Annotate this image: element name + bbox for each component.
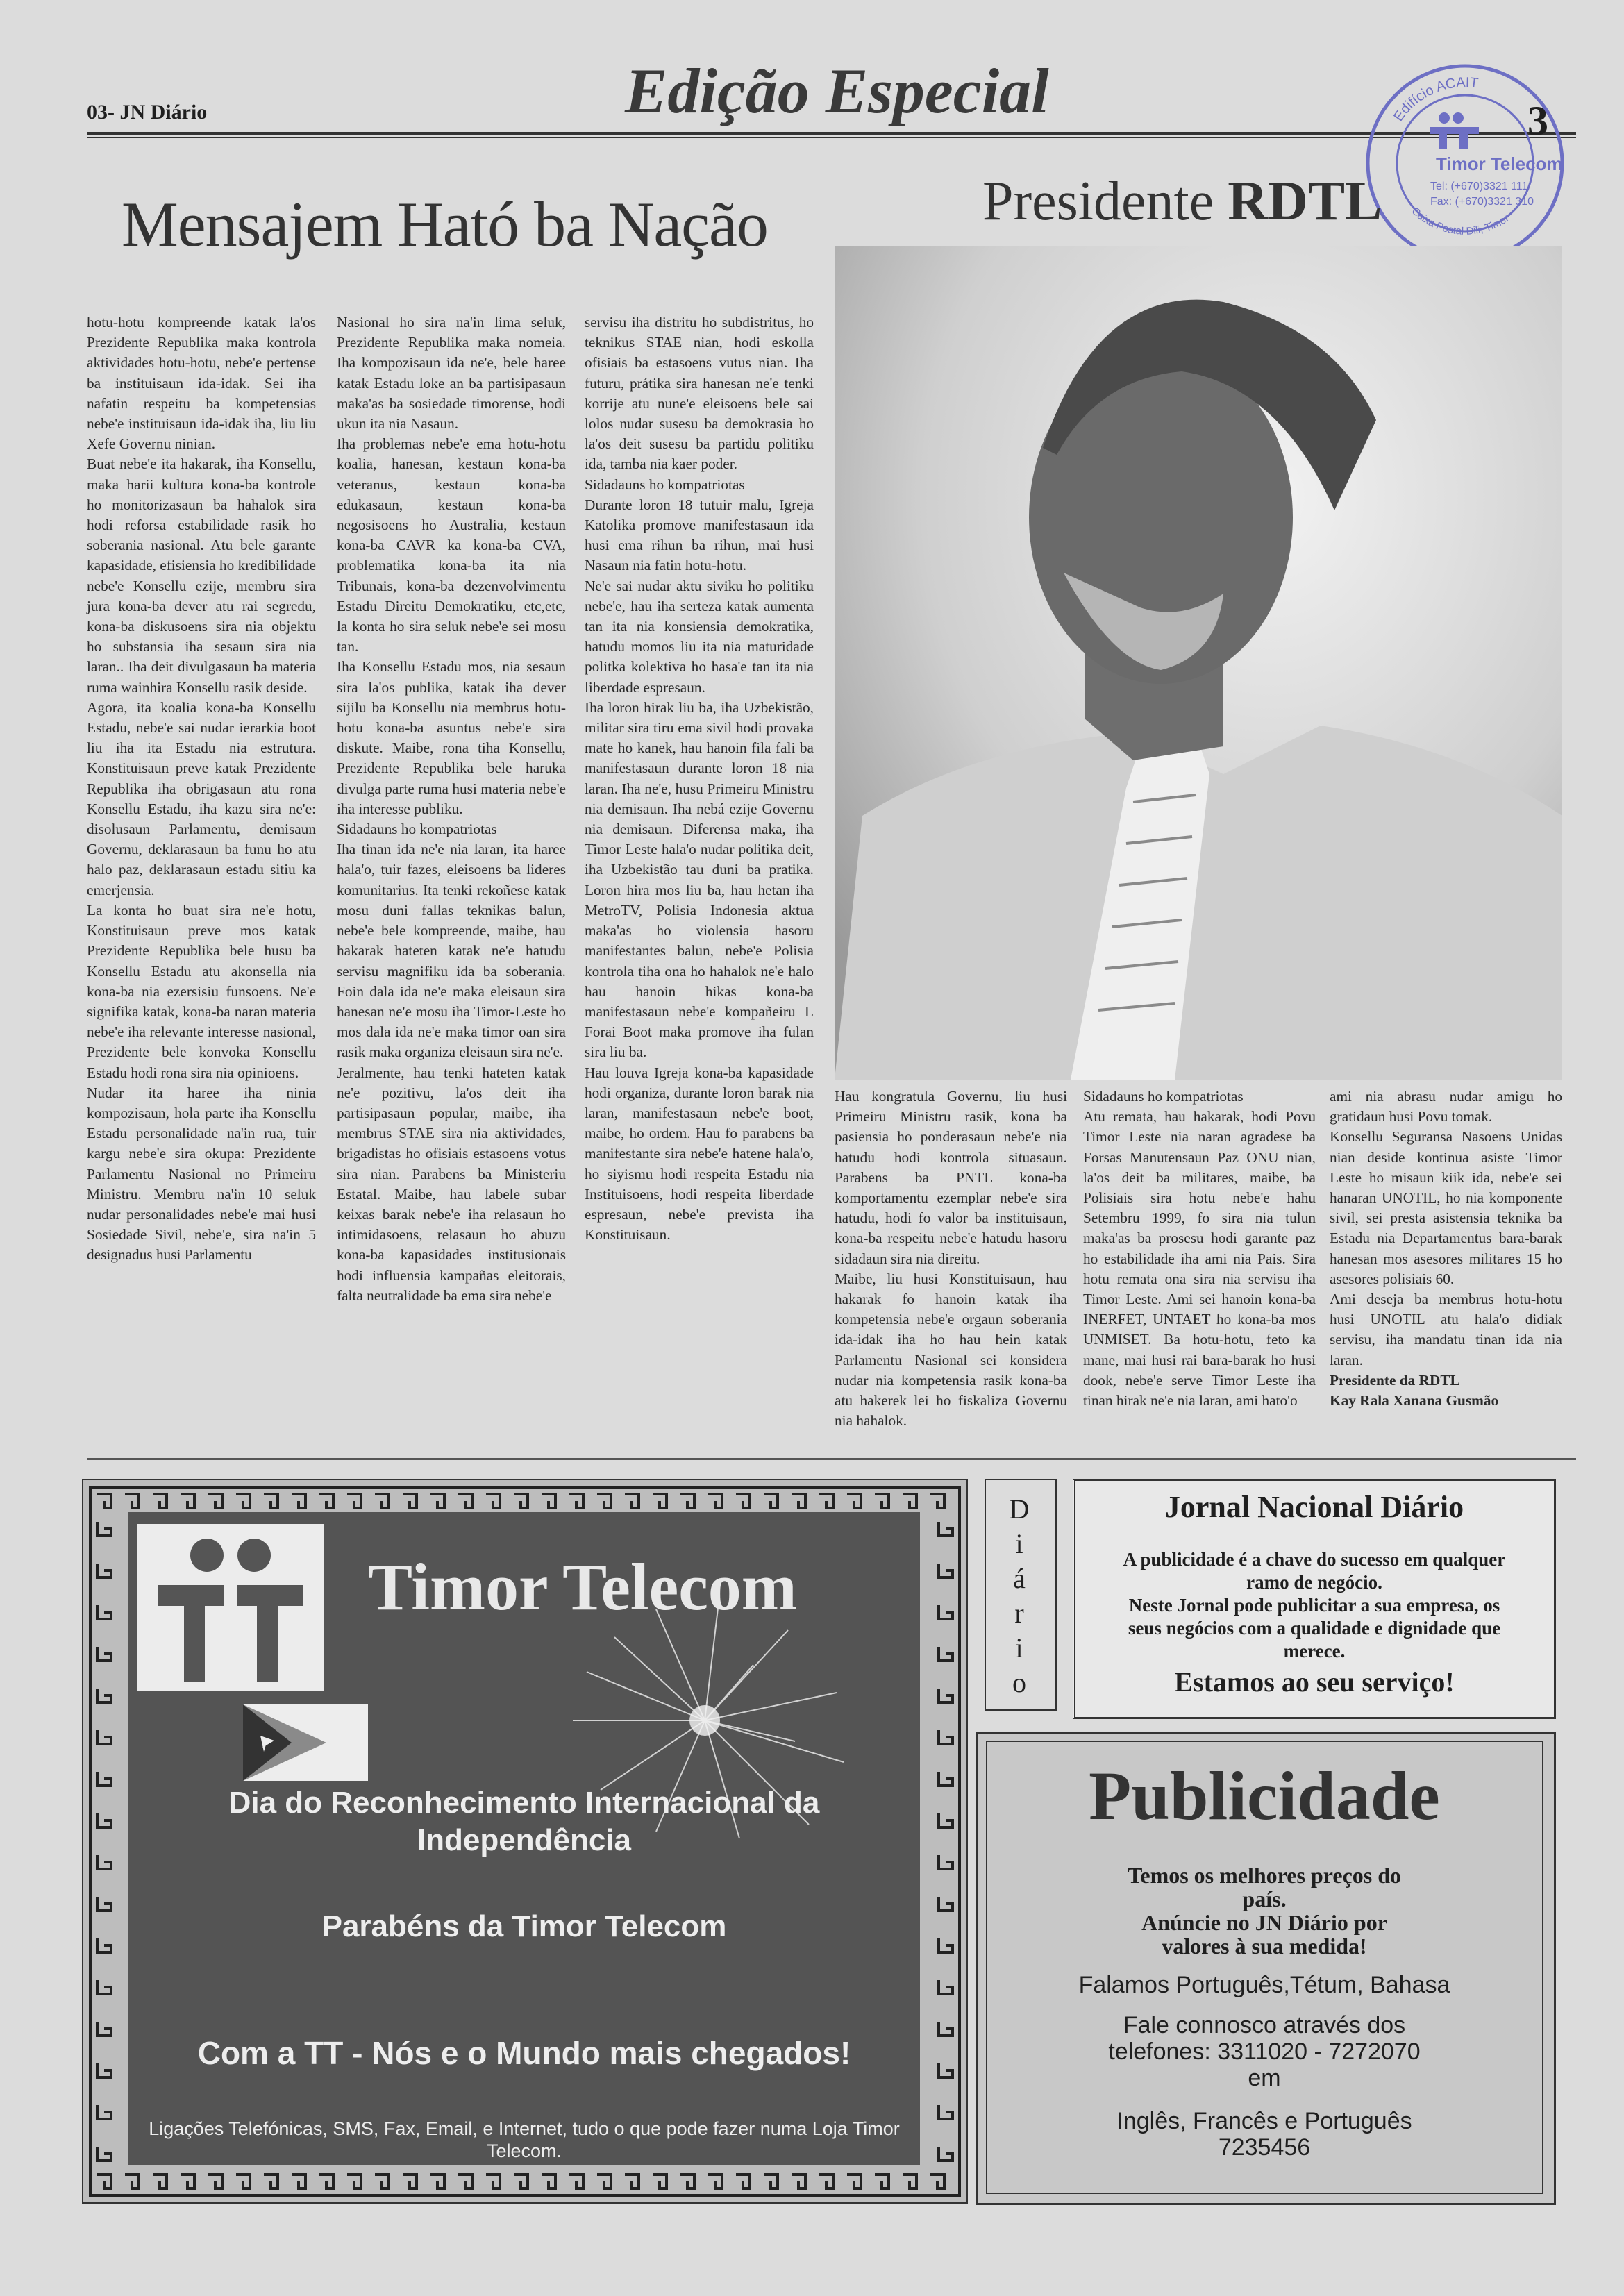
jnd-closing: Estamos ao seu serviço! <box>1174 1666 1455 1698</box>
stamp-top-text: Edifício ACAIT <box>1391 74 1480 124</box>
stamp-fax: Fax: (+670)3321 310 <box>1430 196 1534 208</box>
president-photo <box>835 246 1562 1080</box>
publicidade-title: Publicidade <box>1089 1757 1440 1834</box>
diario-letter: o <box>1012 1667 1026 1698</box>
diario-letter: á <box>1013 1563 1026 1594</box>
header-rule-thin <box>87 137 1576 138</box>
tt-ad-slogan: Com a TT - Nós e o Mundo mais chegados! <box>197 2035 851 2071</box>
publicidade-inner <box>986 1741 1543 2194</box>
page-number: 3 <box>1527 98 1548 144</box>
stamp-company: Timor Telecom <box>1436 153 1563 174</box>
tt-ad-footer: Ligações Telefónicas, SMS, Fax, Email, e Internet, tudo o que pode fazer numa Loja Timor Telecom. <box>149 2118 900 2161</box>
tt-logo-icon <box>137 1524 324 1691</box>
section-divider <box>87 1458 1576 1460</box>
jnd-title: Jornal Nacional Diário <box>1164 1490 1464 1524</box>
header-rule <box>87 132 1576 135</box>
article-column-2: Nasional ho sira na'in lima seluk, Prezidente Republika maka nomeia. Iha kompozisaun ida ne'e, bele haree katak Estadu loke an ba partisipasaun maka'as ba sosiedade timorense, hodi ukun ita nia Nasaun. Iha problemas nebe'e ema hotu-hotu koalia, hanesan, kestaun kona-ba veteranus, kestaun kona-ba edukasaun, kestaun kona-ba negosisoens ho Australia, kestaun kona-ba CAVR ka kona-ba CVA, problematika kona-ba ita nia Tribunais, kona-ba dezenvolvimentu Estadu Direitu Demokratiku, etc,etc, la konta ho sira seluk nebe'e sei mosu tan. Iha Konsellu Estadu mos, nia sesaun sira la'os publika, katak iha dever sijilu ba Konsellu nia membrus hotu-hotu kona-ba asuntus nebe'e sira diskute. Maibe, rona tiha Konsellu, Prezidente Republika bele haruka divulga parte ruma husi materia nebe'e iha interesse publiku. Sidadauns ho kompatriotas Iha tinan ida ne'e nia laran, ita haree hala'o, tuir fazes, eleisoens ba lideres komunitarius. Ita tenki rekoñese katak mosu duni fallas teknikas balun, nebe'e bele kompreende, maibe, hau hakarak hateten katak ne'e hatudu servisu magnifiku ida ba soberania. Foin dala ida ne'e maka eleisaun sira hanesan ne'e mosu iha Timor-Leste ho mos dala ida ne'e maka timor oan sira rasik maka organiza eleisaun sira ne'e. Jeralmente, hau tenki hateten katak ne'e pozitivu, la'os deit iha partisipasaun popular, maibe, iha membrus STAE sira nia aktividades, brigadistas ho ofisiais estasoens votus sira nian. Parabens ba Ministeriu Estatal. Maibe, hau labele subar keixas barak nebe'e iha relasaun ho intimidasoens, relasaun ho abuzu kona-ba kapasidades institusionais hodi influensia kampañas eleitorais, falta neutralidade ba ema sira nebe'e <box>337 314 566 1304</box>
diario-letter: i <box>1015 1632 1023 1664</box>
article-column-1: hotu-hotu kompreende katak la'os Prezidente Republika maka kontrola aktividades hotu-hotu, nebe'e pertense ba instituisaun ida-idak. Sei iha nafatin respeitu ba kompetensias nebe'e instituisaun ida-idak iha, liu liu Xefe Governu ninian. Buat nebe'e ita hakarak, iha Konsellu, maka harii kultura kona-ba kontrole ho monitorizasaun ba hahalok sira hodi reforsa estabilidade rasik ho soberania nasional. Atu bele garante kapasidade, efisiensia ho kredibilidade nebe'e Konsellu ezije, membru sira jura kona-ba dever atu rai segredu, kona-ba diskusoens sira nia objektu ho substansia iha sesaun sira nia laran.. Iha deit divulgasaun ba materia ruma wainhira Konsellu rasik deside. Agora, ita koalia kona-ba Konsellu Estadu, nebe'e sai nudar ierarkia boot liu iha ita Estadu nia estrutura. Konstituisaun preve katak Prezidente Republika iha obrigasaun atu rona Konsellu Estadu, iha kazu sira ne'e: disolusaun Parlamentu, demisaun Governu, deklarasaun ba funu ho atu halo paz, deklarasaun estadu sitiu ka emerjensia. La konta ho buat sira ne'e hotu, Konstituisaun preve mos katak Prezidente Republika bele husu ba Konsellu Estadu atu akonsella nia kona-ba nia ezersisiu funsoens. Ne'e signifika katak, kona-ba naran materia nebe'e iha relevante interesse nasional, Prezidente bele konvoka Konsellu Estadu hodi rona sira nia opinioens. Nudar ita haree iha ninia kompozisaun, hola parte iha Konsellu Estadu personalidade na'in rua, tuir kargu nebe'e sira okupa: Prezidente Parlamentu Nasional no Primeiru Ministru. Membru na'in 10 seluk nudar personalidades nebe'e mai husi Sosiedade Sivil, nebe'e, sira na'in 5 designadus husi Parlamentu <box>87 314 316 1264</box>
jnd-body: A publicidade é a chave do sucesso em qualquer ramo de negócio. Neste Jornal pode publicitar a sua empresa, os seus negócios com a qualidade e dignidade que merece. <box>1123 1549 1506 1661</box>
company-stamp <box>1361 59 1569 267</box>
article-column-5: Sidadauns ho kompatriotas Atu remata, hau hakarak, hodi Povu Timor Leste nia naran agradese ba Forsas Manutensaun Paz ONU nian, la'os deit ba militares, maibe, ba Polisiais sira hotu nebe'e hahu Setembru 1999, fo sira nia tulun maka'as ba prosesu hodi garante paz ho estabilidade iha ami nia Pais. Sira hotu remata ona sira nia servisu iha Timor Leste. Ami sei hanoin kona-ba INERFET, UNTAET ho kona-ba mos UNMISET. Ba hotu-hotu, feto ka mane, mai husi rai bara-barak ho husi dook, nebe'e serve Timor Leste iha tinan hirak ne'e nia laran, ami hato'o <box>1083 1088 1316 1409</box>
stamp-logo-icon <box>1430 112 1479 149</box>
page-label: 03- JN Diário <box>87 101 208 124</box>
diario-letter: D <box>1009 1493 1030 1525</box>
headline-left: Mensajem Ható ba Nação <box>122 189 768 260</box>
publicidade-offer: Temos os melhores preços do país. Anúncie no JN Diário por valores à sua medida! <box>1127 1863 1402 1959</box>
diario-letter: i <box>1015 1528 1023 1559</box>
timor-telecom-logo <box>137 1524 324 1691</box>
signature-title: Presidente da RDTL <box>1330 1371 1460 1389</box>
signature-name: Kay Rala Xanana Gusmão <box>1330 1392 1499 1409</box>
timor-telecom-brand: Timor Telecom <box>368 1550 797 1624</box>
headline-right: Presidente RDTL <box>982 171 1382 232</box>
stamp-tel: Tel: (+670)3321 111 <box>1430 181 1528 192</box>
timor-leste-flag-icon <box>243 1704 368 1781</box>
tt-ad-line-3: Parabéns da Timor Telecom <box>321 1909 727 1943</box>
article-column-3: servisu iha distritu ho subdistritus, ho teknikus STAE nian, hodi eskolla ofisiais ba estasoens vutus nian. Iha futuru, prátika sira hanesan ne'e tenki korrije atu nune'e eleisoens bele sai lolos nudar susesu ba demokrasia ho la'os deit susesu ba partidu politiku ida, tamba nia kaer poder. Sidadauns ho kompatriotas Durante loron 18 tutuir malu, Igreja Katolika promove manifestasaun ida husi ema rihun ba rihun, mai husi Nasaun nia fatin hotu-hotu. Ne'e sai nudar aktu siviku ho politiku nebe'e, hau iha serteza katak aumenta tan ita nia konsiensia demokratika, hatudu momos liu ita nia maturidade politka kolektiva ho hasa'e tan ita nia liberdade espresaun. Iha loron hirak liu ba, iha Uzbekistão, militar sira tiru ema sivil hodi provaka mate ho kanek, hau hanoin fila fali ba manifestasaun durante loron 18 nia laran. Iha ne'e, husu Primeiru Ministru nia demisaun. Iha nebá ezije Governu nia demisaun. Diferensa maka, iha Timor Leste hala'o nudar politika deit, iha Uzbekistão tau duni ba pratika. Loron hira mos liu ba, hau hetan iha MetroTV, Polisia Indonesia aktua maka'as ho violensia hasoru manifestantes balun, nebe'e Polisia kontrola tiha ona ho hahalok ne'e halo hau hanoin hikas kona-ba manifestasaun nebe'e kompañeiru L Forai Boot maka promove iha fulan sira liu ba. Hau louva Igreja kona-ba kapasidade hodi organiza, durante loron barak nia laran, manifestasaun nebe'e boot, maibe, ho ordem. Hau fo parabens ba manifestante sira nebe'e hatene hala'o, ho siyismu hodi respeita Estadu nia Instituisoens, hodi respeita liberdade espresaun, nebe'e prevista iha Konstituisaun. <box>585 314 814 1243</box>
svg-text:Caixa Postal Dili, Timor <box>1409 205 1512 237</box>
publicidade-contact: Falamos Português,Tétum, Bahasa Fale connosco através dos telefones: 3311020 - 7272070 em Inglês, Francês e Português 7235456 <box>1078 1972 1450 2161</box>
stamp-bottom-text: Caixa Postal Dili, Timor <box>1409 205 1512 237</box>
diario-letter: r <box>1014 1598 1024 1629</box>
section-title: Edição Especial <box>625 56 1049 126</box>
jornal-nacional-diario-box <box>1073 1479 1556 1719</box>
svg-text:Edifício ACAIT <box>1391 75 1479 124</box>
article-column-6: ami nia abrasu nudar amigu ho gratidaun husi Povu tomak. Konsellu Seguransa Nasoens Unidas nian deside kontinua asiste Timor Leste ho misaun kiik ida, nebe'e sei hanaran UNOTIL, ho nia komponente sivil, sei presta asistensia teknika ba Estadu nia Departamentus bara-barak hanesan mos asesores militares 15 ho asesores polisiais 60. Ami deseja ba membrus hotu-hotu husi UNOTIL atu hala'o didiak servisu, iha mandatu tinan ida nia laran. Presidente da RDTL Kay Rala Xanana Gusmão <box>1330 1087 1562 1411</box>
tt-ad-line-1: Dia do Reconhecimento Internacional da Independência <box>228 1786 820 1857</box>
article-column-4: Hau kongratula Governu, liu husi Primeiru Ministru rasik, kona ba pasiensia ho ponderasaun nebe'e nia hatudu hodi kontrola situasaun. Parabens ba PNTL kona-ba komportamentu ezemplar nebe'e sira hatudu, hodi fo valor ba instituisaun, kona-ba respeitu nebe'e hatudu hasoru sidadaun sira nia direitu. Maibe, liu husi Konstituisaun, hau hakarak fo hanoin katak iha kompetensia nebe'e orgaun soberania ida-idak iha ho hau hein katak Parlamentu Nasional sei konsidera nudar nia kompetensia rasik kona-ba atu hakerek lei ho fiskaliza Governu nia hahalok. <box>835 1088 1067 1430</box>
